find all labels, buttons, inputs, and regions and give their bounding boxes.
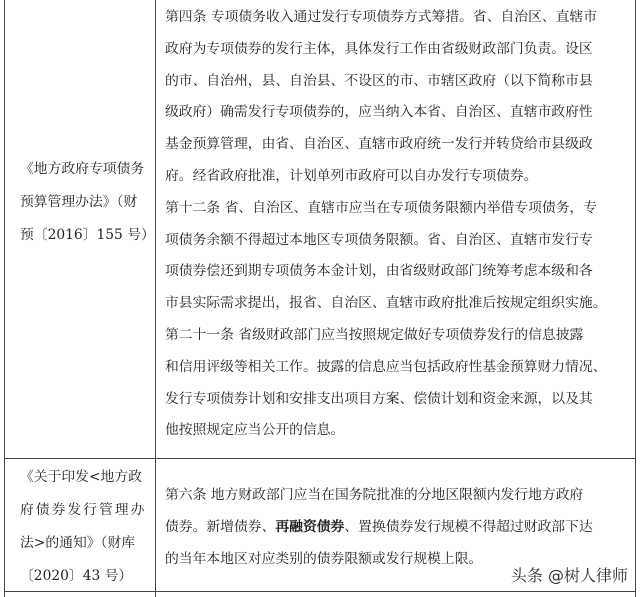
- provision-line: 的市、自治州，县、自治县、不设区的市、市辖区政府（以下简称市县: [165, 72, 593, 89]
- provision-text: 、置换债券发行规模不得超过财政部下达: [344, 518, 593, 535]
- provision-line: 的当年本地区对应类别的债券限额或发行规模上限。: [165, 550, 483, 567]
- provision-line: 项债券偿还到期专项债务本金计划，由省级财政部门统筹考虑本级和各: [165, 263, 593, 280]
- provision-line: [165, 512, 593, 544]
- law-title-line: 《关于印发<地方政: [20, 469, 142, 485]
- law-title-line: 预算管理办法》（财: [20, 194, 138, 210]
- law-title-cell: [20, 153, 155, 252]
- law-title-line: 预〔2016〕155 号）: [20, 227, 155, 243]
- provision-line: 和信用评级等相关工作。披露的信息应当包括政府性基金预算财力情况、: [165, 358, 607, 375]
- provision-line: 发行专项债券计划和安排支出项目方案、偿债计划和资金来源，以及其: [165, 390, 593, 407]
- provision-text: 债券。新增债券、: [165, 518, 276, 535]
- provision-line: 基金预算管理，由省、自治区、直辖市政府统一发行并转贷给市县级政: [165, 136, 593, 153]
- provision-line: 第二十一条 省级财政部门应当按照规定做好专项债券发行的信息披露: [165, 326, 584, 343]
- provision-line: 项债务余额不得超过本地区专项债务限额。省、自治区、直辖市发行专: [165, 231, 593, 248]
- law-title-line: 府债券发行管理办: [20, 502, 147, 518]
- provision-line: 府。经省政府批准，计划单列市政府可以自办发行专项债券。: [165, 167, 538, 184]
- provision-line: 级政府）确需发行专项债券的，应当纳入本省、自治区、直辖市政府性: [165, 104, 593, 121]
- provision-line: 第四条 专项债务收入通过发行专项债券方式筹措。省、自治区、直辖市: [165, 9, 598, 25]
- law-title-line: 〔2020〕43 号）: [20, 568, 133, 584]
- law-title-line: 法>的通知》（财库: [20, 535, 136, 551]
- law-title-line: 《地方政府专项债务: [20, 161, 145, 177]
- provision-line: 他按照规定应当公开的信息。: [165, 422, 345, 439]
- row-divider: [4, 458, 636, 459]
- provisions-cell: [165, 480, 593, 575]
- provision-line: 第十二条 省、自治区、直辖市应当在专项债务限额内举借专项债务，专: [165, 199, 598, 216]
- law-title-cell: [20, 461, 146, 593]
- watermark: 头条 @树人律师: [510, 566, 628, 585]
- provision-line: 政府为专项债券的发行主体，具体发行工作由省级财政部门负责。设区: [165, 40, 593, 57]
- provision-line: 第六条 地方财政部门应当在国务院批准的分地区限额内发行地方政府: [165, 487, 584, 503]
- table-column-divider: [155, 0, 156, 597]
- provisions-cell: [165, 2, 607, 447]
- provision-line: 市县实际需求提出，报省、自治区、直辖市政府批准后按规定组织实施。: [165, 295, 607, 312]
- table-border-right: [635, 0, 636, 597]
- provision-bold-text: 再融资债券: [275, 518, 345, 535]
- table-border-left: [4, 0, 5, 597]
